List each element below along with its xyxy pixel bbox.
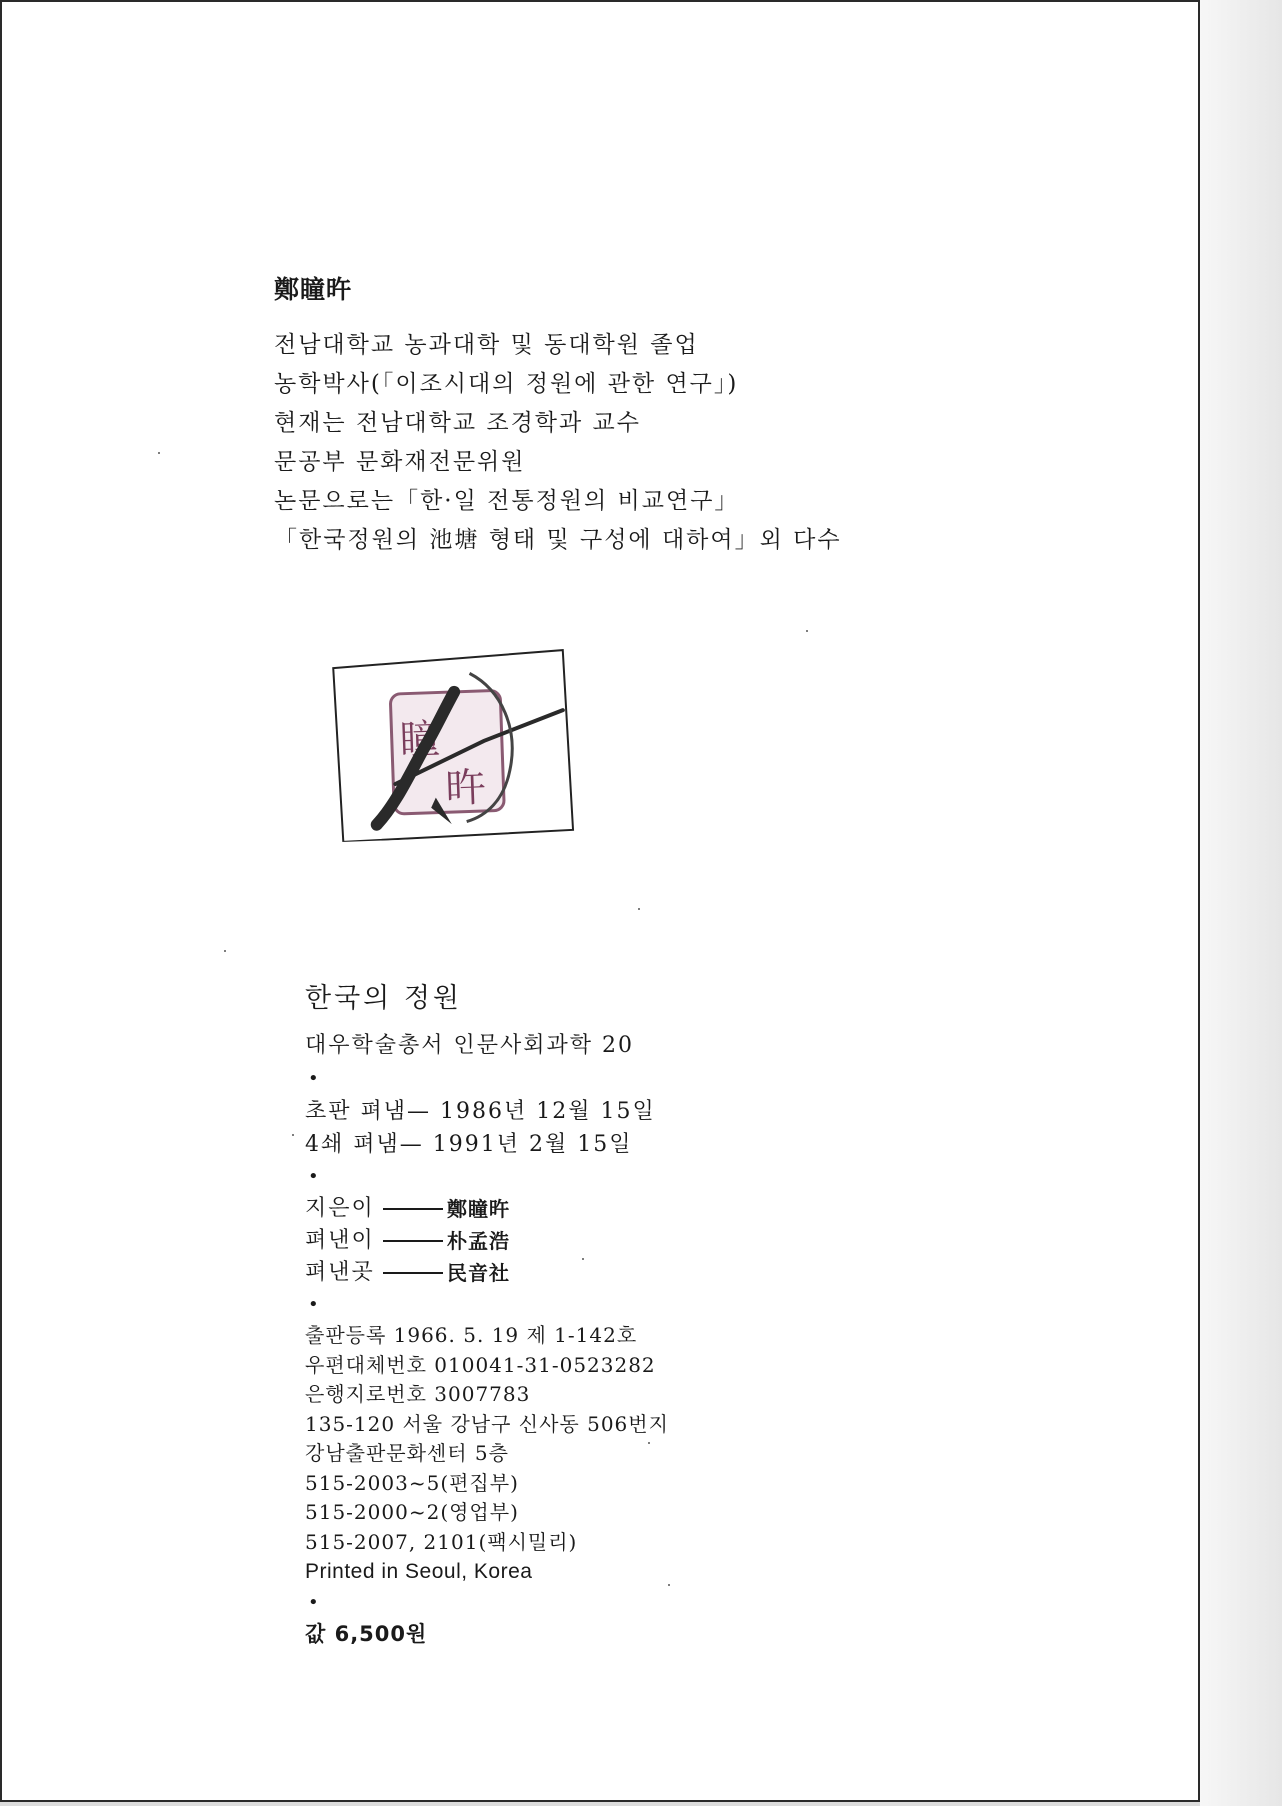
first-edition-line: [305, 1095, 669, 1128]
separator-dot: •: [308, 1592, 319, 1613]
author-name: 鄭瞳旿: [274, 275, 353, 304]
bio-line-1: 전남대학교 농과대학 및 동대학원 졸업: [274, 332, 699, 358]
bio-line-6: 「한국정원의 池塘 형태 및 구성에 대하여」외 다수: [274, 527, 842, 553]
address-line: 135-120 서울 강남구 신사동 506번지: [305, 1411, 669, 1436]
book-title: 한국의 정원: [305, 983, 462, 1014]
price: 값 6,500원: [305, 1622, 428, 1646]
scan-speck: [224, 950, 226, 952]
credit-publishing-house: [305, 1257, 669, 1289]
credit-value: 民音社: [447, 1261, 510, 1285]
scan-speck: [806, 630, 808, 632]
credit-dash: [383, 1240, 443, 1242]
separator-dot: •: [308, 1294, 319, 1315]
scan-speck: [668, 1584, 670, 1586]
address-building-line: 강남출판문화센터 5층: [305, 1441, 509, 1465]
scan-speck: [638, 908, 640, 910]
bio-line-5: 논문으로는「한·일 전통정원의 비교연구」: [274, 488, 740, 514]
separator-dot: •: [308, 1068, 319, 1089]
seal-character-2: 旿: [444, 764, 487, 813]
series-name: 대우학술총서 인문사회과학 20: [305, 1033, 635, 1058]
phone-sales-line: 515-2000~2(영업부): [305, 1500, 519, 1524]
first-edition-date: 1986년 12월 15일: [440, 1099, 656, 1124]
bio-line-2: 농학박사(「이조시대의 정원에 관한 연구」): [274, 371, 739, 397]
author-profile: [274, 270, 842, 560]
scan-speck: [648, 1442, 650, 1444]
fax-line: 515-2007, 2101(팩시밀리): [305, 1529, 578, 1554]
author-seal-stamp: [331, 648, 575, 842]
credit-dash: [383, 1208, 443, 1210]
credit-label: 지은이: [305, 1196, 375, 1221]
credit-author: [305, 1193, 669, 1225]
fourth-printing-line: [305, 1128, 669, 1161]
phone-editorial-line: 515-2003~5(편집부): [305, 1470, 519, 1495]
first-edition-label: 초판 펴냄—: [305, 1099, 432, 1124]
fourth-printing-date: 1991년 2월 15일: [432, 1132, 633, 1157]
seal-character-1: 瞳: [399, 716, 441, 764]
separator-dot: •: [308, 1166, 319, 1187]
scan-speck: [292, 1134, 294, 1136]
bank-giro-line: 은행지로번호 3007783: [305, 1382, 531, 1406]
printed-in: Printed in Seoul, Korea: [305, 1560, 533, 1583]
postal-transfer-line: 우편대체번호 010041-31-0523282: [305, 1352, 656, 1377]
fourth-printing-label: 4쇄 펴냄—: [305, 1132, 424, 1157]
credit-value: 鄭瞳旿: [447, 1197, 510, 1221]
page-edge-background: [1200, 0, 1282, 1806]
credit-label: 펴낸이: [305, 1228, 375, 1253]
credit-publisher: [305, 1225, 669, 1257]
scan-speck: [158, 452, 160, 454]
bio-line-3: 현재는 전남대학교 조경학과 교수: [274, 410, 641, 436]
scan-speck: [582, 1258, 584, 1260]
credit-label: 펴낸곳: [305, 1260, 375, 1285]
colophon-block: [305, 976, 669, 1649]
credit-value: 朴孟浩: [447, 1229, 510, 1253]
registration-line: 출판등록 1966. 5. 19 제 1-142호: [305, 1323, 638, 1347]
bio-line-4: 문공부 문화재전문위원: [274, 449, 526, 475]
credit-dash: [383, 1272, 443, 1274]
